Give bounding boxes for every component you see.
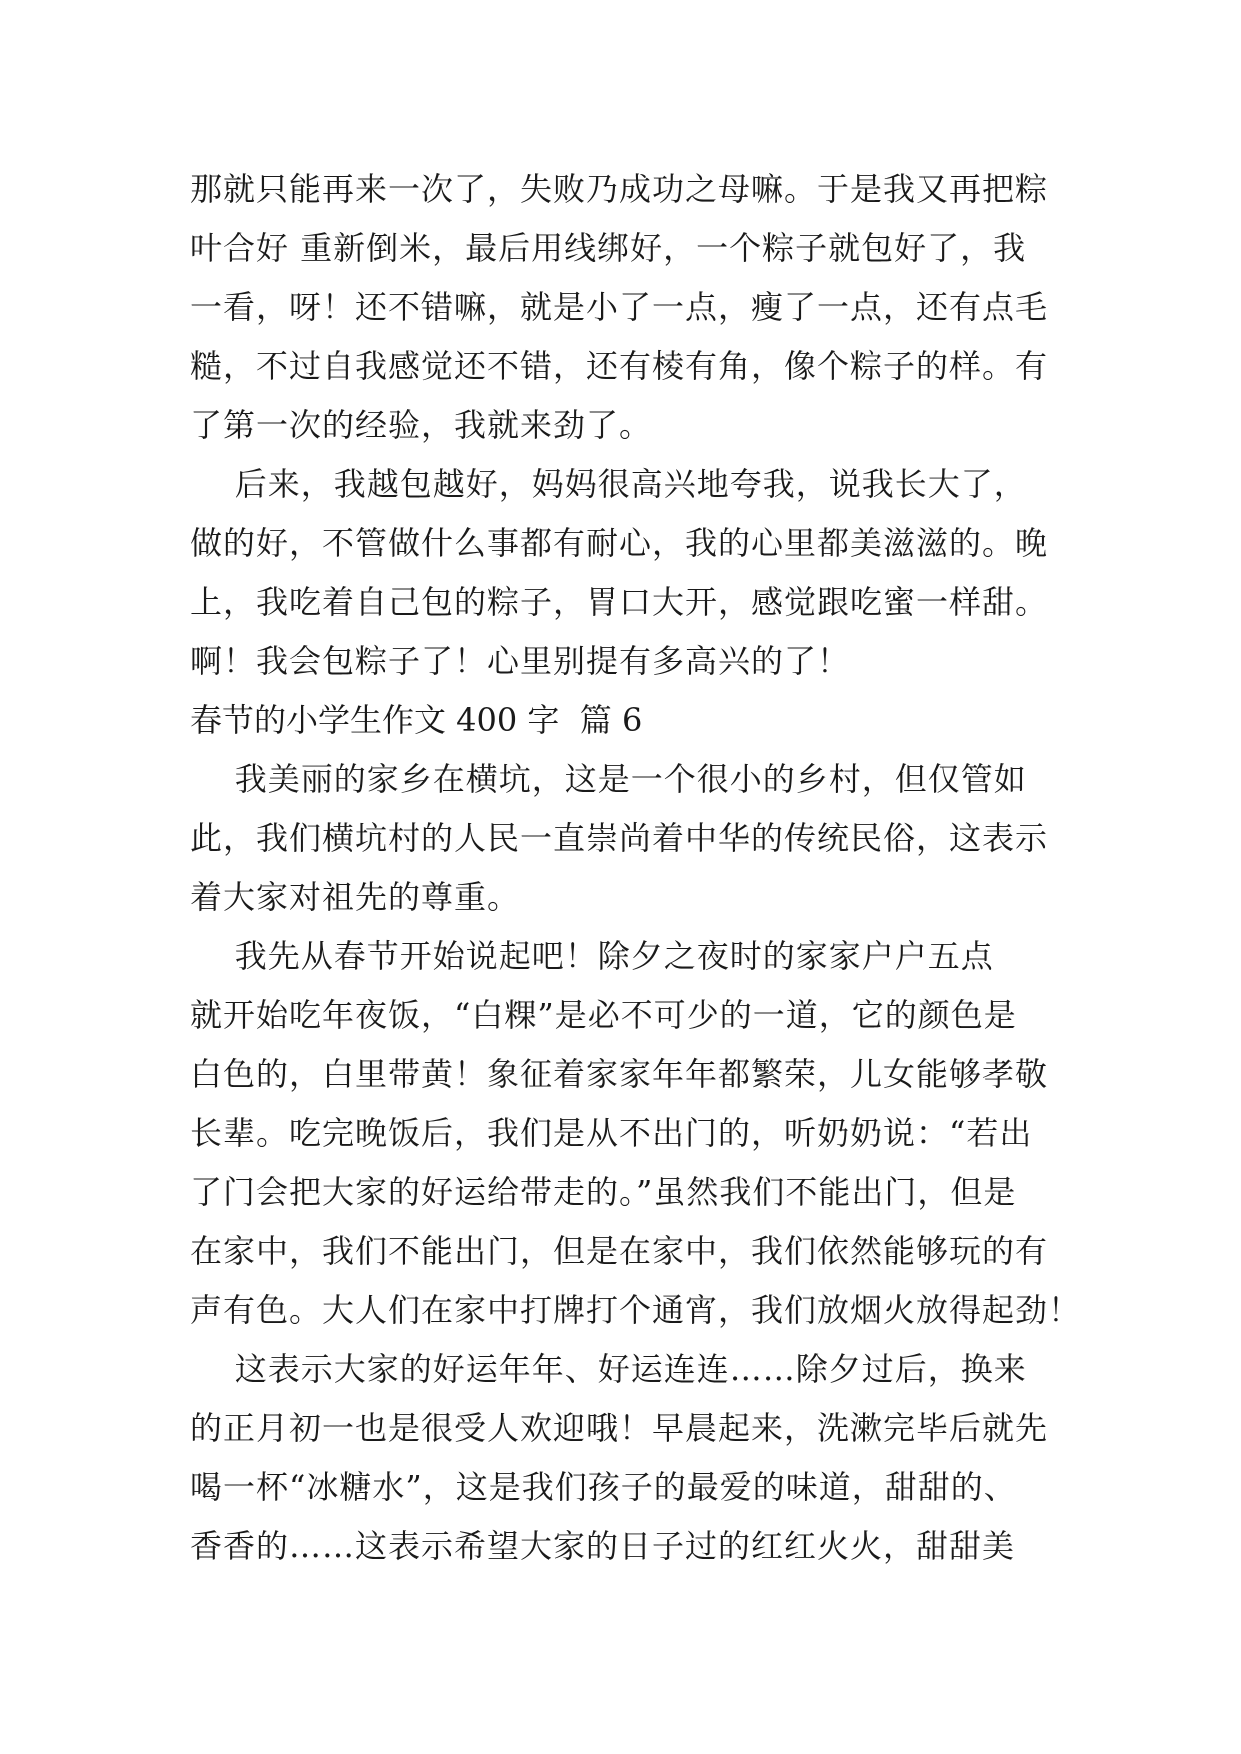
text-line: 长辈。吃完晚饭后，我们是从不出门的，听奶奶说：“若出: [190, 1114, 1033, 1152]
text-line: 我美丽的家乡在横坑，这是一个很小的乡村，但仅管如: [190, 760, 1027, 798]
text-line: 糙，不过自我感觉还不错，还有棱有角，像个粽子的样。有: [190, 347, 1049, 385]
text-line: 做的好，不管做什么事都有耐心，我的心里都美滋滋的。晚: [190, 524, 1049, 562]
text-line: 了第一次的经验，我就来劲了。: [190, 406, 653, 444]
text-line: 喝一杯“冰糖水”，这是我们孩子的最爱的味道，甜甜的、: [190, 1468, 1017, 1506]
text-line: 此，我们横坑村的人民一直崇尚着中华的传统民俗，这表示: [190, 819, 1049, 857]
text-line: 一看，呀！还不错嘛，就是小了一点，瘦了一点，还有点毛: [190, 288, 1049, 326]
text-line: 那就只能再来一次了，失败乃成功之母嘛。于是我又再把粽: [190, 170, 1049, 208]
section-heading: 春节的小学生作文 400 字 篇 6: [190, 701, 643, 739]
document-body: [190, 160, 1082, 1576]
text-line: 后来，我越包越好，妈妈很高兴地夸我，说我长大了，: [190, 465, 1027, 503]
text-line: 声有色。大人们在家中打牌打个通宵，我们放烟火放得起劲！: [190, 1291, 1082, 1329]
text-line: 上，我吃着自己包的粽子，胃口大开，感觉跟吃蜜一样甜。: [190, 583, 1049, 621]
text-line: 了门会把大家的好运给带走的。”虽然我们不能出门，但是: [190, 1173, 1017, 1211]
text-line: 在家中，我们不能出门，但是在家中，我们依然能够玩的有: [190, 1232, 1049, 1270]
text-line: 香香的……这表示希望大家的日子过的红红火火，甜甜美: [190, 1527, 1016, 1565]
text-line: 的正月初一也是很受人欢迎哦！早晨起来，洗漱完毕后就先: [190, 1409, 1049, 1447]
text-line: 叶合好 重新倒米，最后用线绑好，一个粽子就包好了，我: [190, 229, 1027, 267]
text-line: 就开始吃年夜饭，“白粿”是必不可少的一道，它的颜色是: [190, 996, 1017, 1034]
text-line: 这表示大家的好运年年、好运连连……除夕过后，换来: [190, 1350, 1027, 1388]
text-line: 着大家对祖先的尊重。: [190, 878, 521, 916]
text-line: 我先从春节开始说起吧！除夕之夜时的家家户户五点: [190, 937, 994, 975]
text-line: 啊！我会包粽子了！心里别提有多高兴的了！: [190, 642, 851, 680]
text-line: 白色的，白里带黄！象征着家家年年都繁荣，儿女能够孝敬: [190, 1055, 1049, 1093]
